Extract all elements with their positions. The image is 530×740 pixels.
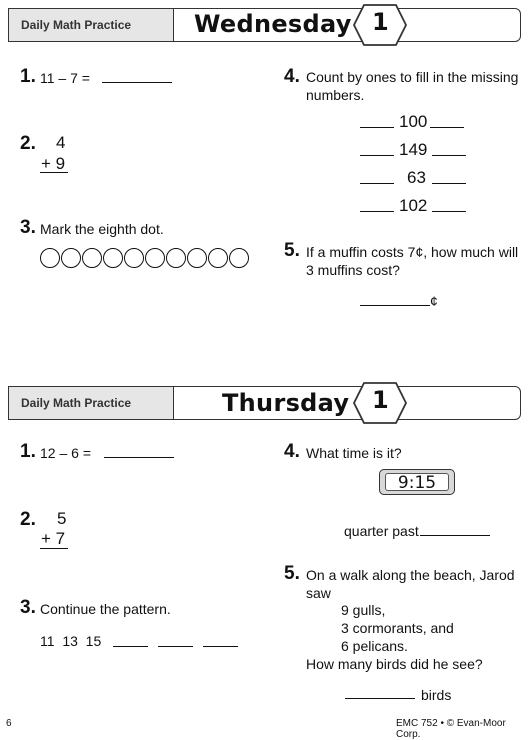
thu-q3-number: 3. xyxy=(20,597,36,618)
wed-q4-text-line1: Count by ones to fill in the missing xyxy=(306,69,519,85)
thu-q4-answer-prefix: quarter past xyxy=(344,523,419,539)
thursday-day-title: Thursday xyxy=(222,389,350,417)
wed-q3-text: Mark the eighth dot. xyxy=(40,221,164,237)
thu-q4-text: What time is it? xyxy=(306,445,402,461)
thu-q2-bottom: + 7 xyxy=(41,529,66,548)
wed-q4-blank-4b[interactable] xyxy=(432,211,466,212)
clock-display: 9:15 xyxy=(385,473,449,491)
wed-q3-dot[interactable] xyxy=(166,248,186,268)
thu-q3-blank-3[interactable] xyxy=(203,646,238,647)
wed-q3-dot[interactable] xyxy=(40,248,60,268)
wed-q1-number: 1. xyxy=(20,66,36,87)
wed-q2-number: 2. xyxy=(20,133,36,154)
wed-q4-blank-2b[interactable] xyxy=(432,155,466,156)
page-number: 6 xyxy=(6,718,12,729)
wed-q2-sum-line xyxy=(40,172,68,173)
wed-q4-blank-3a[interactable] xyxy=(360,183,394,184)
wed-q4-value-4: 102 xyxy=(399,196,428,215)
wed-q4-value-3: 63 xyxy=(407,168,426,187)
thursday-week-number: 1 xyxy=(372,386,389,414)
wed-q4-blank-1b[interactable] xyxy=(430,127,464,128)
wed-q3-dot[interactable] xyxy=(208,248,228,268)
thu-q2-sum-line xyxy=(40,548,68,549)
thursday-series-label: Daily Math Practice xyxy=(21,396,132,410)
thu-q4-answer-line[interactable] xyxy=(420,535,490,536)
wed-q3-dot[interactable] xyxy=(103,248,123,268)
wed-q4-text-line2: numbers. xyxy=(306,87,365,103)
thu-q2-top: 5 xyxy=(57,509,67,528)
thu-q5-question: How many birds did he see? xyxy=(306,656,483,672)
wed-q4-blank-3b[interactable] xyxy=(432,183,466,184)
thu-q1-expression: 12 – 6 = xyxy=(40,445,91,461)
thu-q5-item-gulls: 9 gulls, xyxy=(341,602,386,618)
wed-q5-text-line1: If a muffin costs 7¢, how much will xyxy=(306,244,519,260)
wed-q5-unit: ¢ xyxy=(430,293,438,309)
wed-q5-number: 5. xyxy=(284,240,300,261)
wed-q2-top: 4 xyxy=(56,133,66,152)
thu-q1-answer-line[interactable] xyxy=(104,457,174,458)
wed-q3-dot[interactable] xyxy=(124,248,144,268)
wed-q1-answer-line[interactable] xyxy=(102,82,172,83)
wed-q3-dot[interactable] xyxy=(61,248,81,268)
wed-q4-blank-1a[interactable] xyxy=(360,127,394,128)
wednesday-series-label: Daily Math Practice xyxy=(21,18,132,32)
thu-q3-blank-2[interactable] xyxy=(158,646,193,647)
wed-q3-dot[interactable] xyxy=(145,248,165,268)
wednesday-day-title: Wednesday xyxy=(194,10,352,38)
digital-clock-icon xyxy=(379,469,455,495)
wed-q4-blank-4a[interactable] xyxy=(360,211,394,212)
wed-q4-blank-2a[interactable] xyxy=(360,155,394,156)
thu-q5-answer-line[interactable] xyxy=(345,698,415,699)
wednesday-week-number: 1 xyxy=(372,8,389,36)
wed-q4-value-1: 100 xyxy=(399,112,428,131)
thu-q5-item-cormorants: 3 cormorants, and xyxy=(341,620,454,636)
thu-q5-number: 5. xyxy=(284,563,300,584)
wed-q3-dot[interactable] xyxy=(229,248,249,268)
wed-q5-answer-line[interactable] xyxy=(360,305,430,306)
wed-q4-value-2: 149 xyxy=(399,140,428,159)
thu-q1-number: 1. xyxy=(20,441,36,462)
thu-q3-pattern: 11 13 15 xyxy=(40,633,102,649)
wed-q3-number: 3. xyxy=(20,217,36,238)
wed-q5-text-line2: 3 muffins cost? xyxy=(306,262,400,278)
wed-q2-bottom: + 9 xyxy=(41,154,66,173)
thu-q2-number: 2. xyxy=(20,509,36,530)
thursday-header xyxy=(8,386,521,420)
wed-q3-dot[interactable] xyxy=(187,248,207,268)
thu-q5-unit: birds xyxy=(421,687,452,703)
wed-q4-number: 4. xyxy=(284,66,300,87)
wed-q1-expression: 11 – 7 = xyxy=(40,70,90,86)
thu-q5-text-line1: On a walk along the beach, Jarod xyxy=(306,567,515,583)
thu-q3-blank-1[interactable] xyxy=(113,646,148,647)
thu-q5-item-pelicans: 6 pelicans. xyxy=(341,638,408,654)
footer-credit: EMC 752 • © Evan-Moor Corp. xyxy=(396,718,506,740)
thu-q5-text-line2: saw xyxy=(306,585,331,601)
wed-q3-dot[interactable] xyxy=(82,248,102,268)
wednesday-header xyxy=(8,8,521,42)
wed-q3-dot-row xyxy=(40,248,249,268)
thu-q4-number: 4. xyxy=(284,441,300,462)
thu-q3-text: Continue the pattern. xyxy=(40,601,171,617)
